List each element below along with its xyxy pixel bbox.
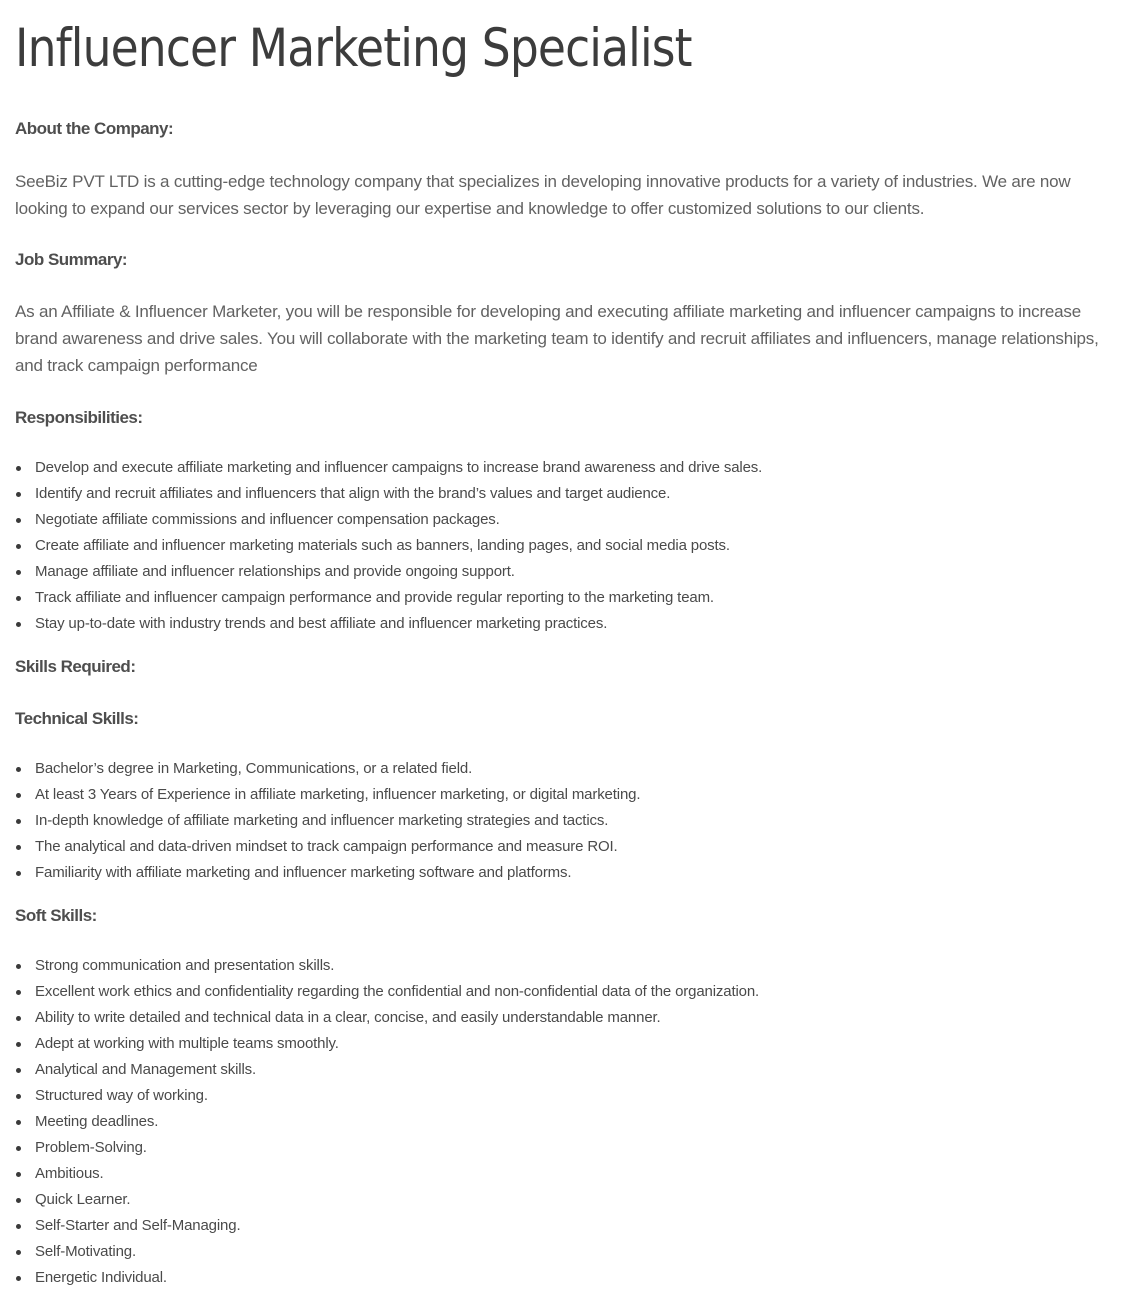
list-item: Analytical and Management skills. <box>15 1057 759 1083</box>
page-title: Influencer Marketing Specialist <box>15 18 692 79</box>
list-item: Stay up-to-date with industry trends and best affiliate and influencer marketing practices. <box>15 611 762 637</box>
list-item: Quick Learner. <box>15 1187 759 1213</box>
responsibilities-heading: Responsibilities: <box>15 408 143 427</box>
list-item: Problem-Solving. <box>15 1135 759 1161</box>
list-item: Manage affiliate and influencer relationships and provide ongoing support. <box>15 559 762 585</box>
technical-skills-list <box>15 756 640 886</box>
list-item: Self-Motivating. <box>15 1239 759 1265</box>
list-item: Familiarity with affiliate marketing and influencer marketing software and platforms. <box>15 860 640 886</box>
list-item: Excellent work ethics and confidentiality regarding the confidential and non-confidential data of the organization. <box>15 979 759 1005</box>
soft-skills-heading: Soft Skills: <box>15 906 97 925</box>
responsibilities-list <box>15 455 762 637</box>
list-item: Identify and recruit affiliates and influencers that align with the brand’s values and target audience. <box>15 481 762 507</box>
technical-skills-heading: Technical Skills: <box>15 709 139 728</box>
list-item: Create affiliate and influencer marketing materials such as banners, landing pages, and social media posts. <box>15 533 762 559</box>
list-item: Develop and execute affiliate marketing and influencer campaigns to increase brand awareness and drive sales. <box>15 455 762 481</box>
about-text: SeeBiz PVT LTD is a cutting-edge technology company that specializes in developing innovative products for a variety of industries. We are now looking to expand our services sector by leveraging our expertise and knowledge to offer customized solutions to our clients. <box>15 172 1071 218</box>
list-item: The analytical and data-driven mindset to track campaign performance and measure ROI. <box>15 834 640 860</box>
list-item: Strong communication and presentation skills. <box>15 953 759 979</box>
list-item: At least 3 Years of Experience in affiliate marketing, influencer marketing, or digital marketing. <box>15 782 640 808</box>
list-item: Energetic Individual. <box>15 1265 759 1291</box>
list-item: In-depth knowledge of affiliate marketing and influencer marketing strategies and tactics. <box>15 808 640 834</box>
list-item: Structured way of working. <box>15 1083 759 1109</box>
list-item: Track affiliate and influencer campaign performance and provide regular reporting to the marketing team. <box>15 585 762 611</box>
list-item: Ability to write detailed and technical data in a clear, concise, and easily understandable manner. <box>15 1005 759 1031</box>
list-item: Self-Starter and Self-Managing. <box>15 1213 759 1239</box>
soft-skills-list <box>15 953 759 1291</box>
summary-text: As an Affiliate & Influencer Marketer, you will be responsible for developing and executing affiliate marketing and influencer campaigns to increase brand awareness and drive sales. You will collaborate with the marketing team to identify and recruit affiliates and influencers, manage relationships, and track campaign performance <box>15 302 1099 375</box>
about-heading: About the Company: <box>15 119 174 138</box>
skills-required-heading: Skills Required: <box>15 657 136 676</box>
summary-heading: Job Summary: <box>15 250 128 269</box>
list-item: Meeting deadlines. <box>15 1109 759 1135</box>
list-item: Adept at working with multiple teams smoothly. <box>15 1031 759 1057</box>
list-item: Bachelor’s degree in Marketing, Communications, or a related field. <box>15 756 640 782</box>
list-item: Ambitious. <box>15 1161 759 1187</box>
list-item: Negotiate affiliate commissions and influencer compensation packages. <box>15 507 762 533</box>
